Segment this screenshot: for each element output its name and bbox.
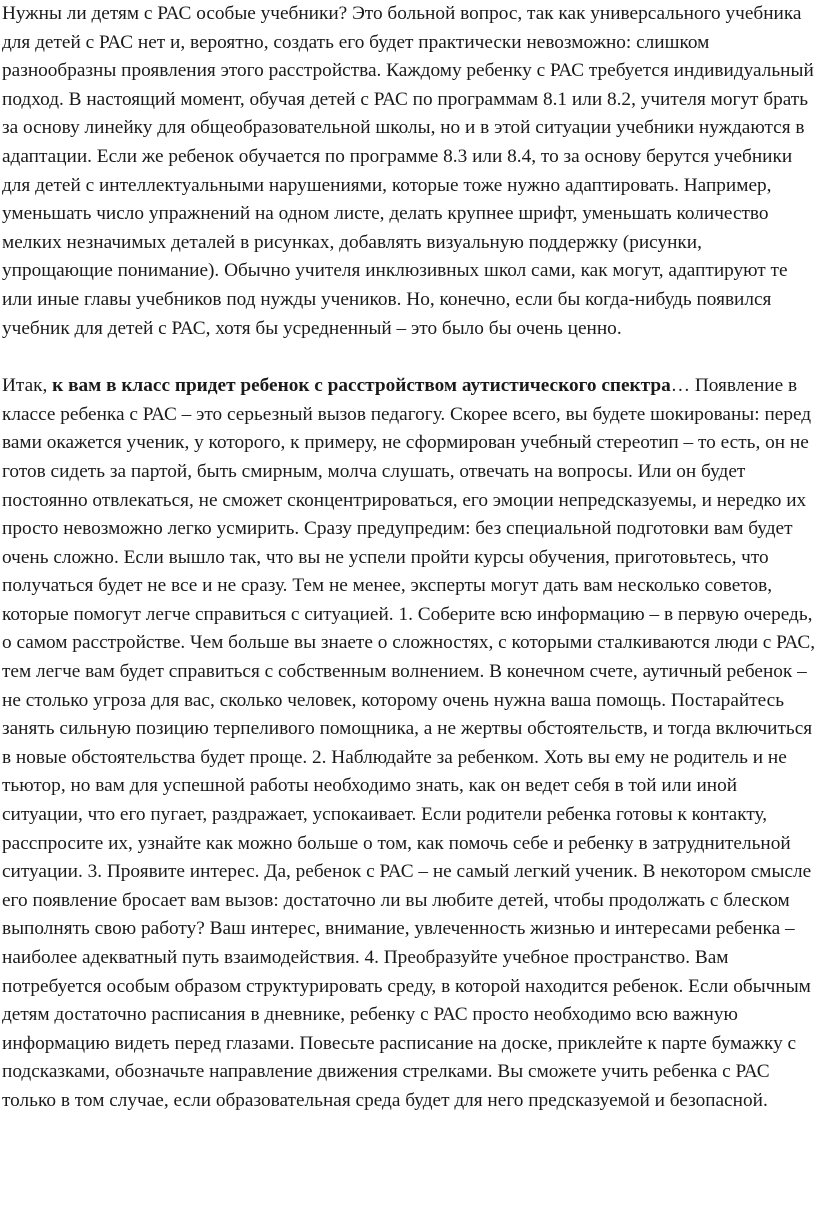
- paragraph-advice-body: … Появление в классе ребенка с РАС – это серьезный вызов педагогу. Скорее всего, вы будете шокированы: перед вами окажется ученик, у которого, к примеру, не сформирован учебный стереотип – то есть, он не готов сидеть за партой, быть смирным, молча слушать, отвечать на вопросы. Или он будет постоянно отвлекаться, не сможет сконцентрироваться, его эмоции непредсказуемы, и нередко их просто невозможно легко усмирить. Сразу предупредим: без специальной подготовки вам будет очень сложно. Если вышло так, что вы не успели пройти курсы обучения, приготовьтесь, что получаться будет не все и не сразу. Тем не менее, эксперты могут дать вам несколько советов, которые помогут легче справиться с ситуацией. 1. Соберите всю информацию – в первую очередь, о самом расстройстве. Чем больше вы знаете о сложностях, с которыми сталкиваются люди с РАС, тем легче вам будет справиться с собственным волнением. В конечном счете, аутичный ребенок – не столько угроза для вас, сколько человек, которому очень нужна ваша помощь. Постарайтесь занять сильную позицию терпеливого помощника, а не жертвы обстоятельств, и тогда включиться в новые обстоятельства будет проще. 2. Наблюдайте за ребенком. Хоть вы ему не родитель и не тьютор, но вам для успешной работы необходимо знать, как он ведет себя в той или иной ситуации, что его пугает, раздражает, успокаивает. Если родители ребенка готовы к контакту, расспросите их, узнайте как можно больше о том, как помочь себе и ребенку в затруднительной ситуации. 3. Проявите интерес. Да, ребенок с РАС – не самый легкий ученик. В некотором смысле его появление бросает вам вызов: достаточно ли вы любите детей, чтобы продолжать с блеском выполнять свою работу? Ваш интерес, внимание, увлеченность жизнью и интересами ребенка – наиболее адекватный путь взаимодействия. 4. Преобразуйте учебное пространство. Вам потребуется особым образом структурировать среду, в которой находится ребенок. Если обычным детям достаточно расписания в дневнике, ребенку с РАС просто необходимо всю важную информацию видеть перед глазами. Повесьте расписание на доске, приклейте к парте бумажку с подсказками, обозначьте направление движения стрелками. Вы сможете учить ребенка с РАС только в том случае, если образовательная среда будет для него предсказуемой и безопасной.: [2, 375, 816, 1111]
- paragraph-advice-bold-phrase: к вам в класс придет ребенок с расстройством аутистического спектра: [52, 375, 671, 397]
- paragraph-advice-lead: Итак,: [2, 375, 53, 397]
- paragraph-textbooks: Нужны ли детям с РАС особые учебники? Это больной вопрос, так как универсального учебника для детей с РАС нет и, вероятно, создать его будет практически невозможно: слишком разнообразны проявления этого расстройства. Каждому ребенку с РАС требуется индивидуальный подход. В настоящий момент, обучая детей с РАС по программам 8.1 или 8.2, учителя могут брать за основу линейку для общеобразовательной школы, но и в этой ситуации учебники нуждаются в адаптации. Если же ребенок обучается по программе 8.3 или 8.4, то за основу берутся учебники для детей с интеллектуальными нарушениями, которые тоже нужно адаптировать. Например, уменьшать число упражнений на одном листе, делать крупнее шрифт, уменьшать количество мелких незначимых деталей в рисунках, добавлять визуальную поддержку (рисунки, упрощающие понимание). Обычно учителя инклюзивных школ сами, как могут, адаптируют те или иные главы учебников под нужды учеников. Но, конечно, если бы когда-нибудь появился учебник для детей с РАС, хотя бы усредненный – это было бы очень ценно.: [2, 3, 814, 339]
- paragraph-advice: [2, 372, 816, 1115]
